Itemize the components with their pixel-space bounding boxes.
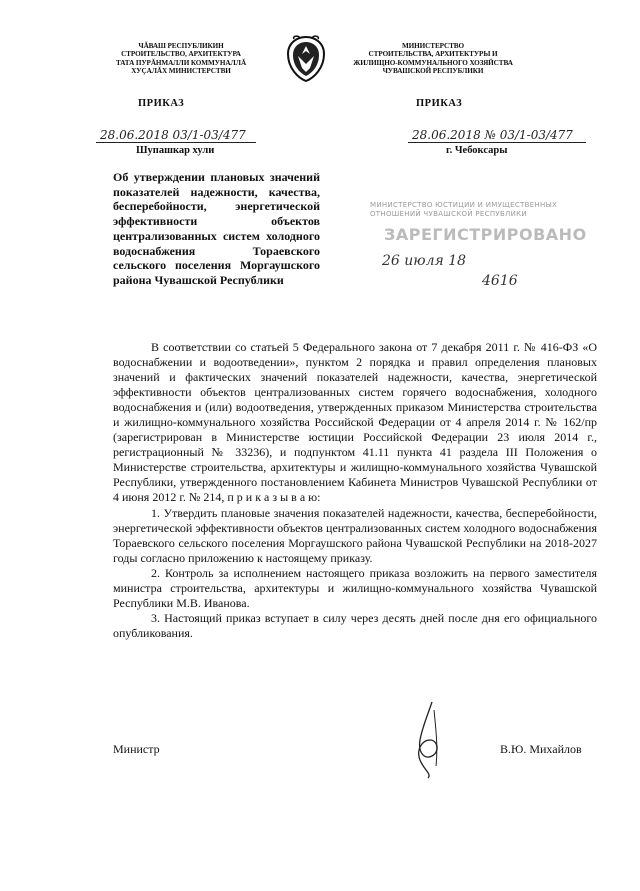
coat-of-arms-icon [284, 34, 328, 84]
right-city: г. Чебоксары [446, 145, 508, 156]
header-right-line: МИНИСТЕРСТВО [402, 42, 464, 50]
left-date-underline [96, 142, 256, 143]
header-left-line: СТРОИТЕЛЬСТВО, АРХИТЕКТУРА [121, 50, 241, 59]
body-paragraph: 2. Контроль за исполнением настоящего приказа возложить на первого заместителя министра строительства, архитектуры и жилищно-коммунального хозяйства Чувашской Республики М.В. Иванова. [113, 565, 597, 610]
stamp-number: 4616 [482, 273, 518, 289]
header-right-line: ЖИЛИЩНО-КОММУНАЛЬНОГО ХОЗЯЙСТВА [353, 58, 513, 67]
registration-stamp [366, 195, 587, 305]
right-date-number: 28.06.2018 № 03/1-03/477 [412, 128, 573, 142]
handwritten-signature-icon [398, 700, 458, 780]
header-left-line: ТАТА ПУРĂНМАЛЛИ КОММУНАЛЛĂ [115, 58, 247, 67]
header-left-prikaz: ПРИКАЗ [138, 98, 185, 109]
header-left-org [92, 42, 270, 75]
stamp-line: ОТНОШЕНИЙ ЧУВАШСКОЙ РЕСПУБЛИКИ [370, 210, 527, 218]
body-paragraph: 1. Утвердить плановые значения показателей надежности, качества, бесперебойности, энергетической эффективности объектов централизованных систем холодного водоснабжения Тораевского сельского поселения Моргаушского района Чувашской Республики на 2018-2027 годы согласно приложению к настоящему приказу. [113, 505, 597, 565]
header-left-line: ХУҪАЛĂХ МИНИСТЕРСТВИ [131, 66, 231, 75]
header-right-prikaz: ПРИКАЗ [416, 98, 463, 109]
left-city: Шупашкар хули [136, 145, 215, 156]
stamp-line: МИНИСТЕРСТВО ЮСТИЦИИ И ИМУЩЕСТВЕННЫХ [370, 201, 558, 209]
right-date-underline [408, 142, 586, 143]
signature-position: Министр [113, 742, 160, 756]
body-paragraph: В соответствии со статьей 5 Федерального закона от 7 декабря 2011 г. № 416-ФЗ «О водоснабжении и водоотведении», пунктом 2 порядка и правил определения плановых значений и фактических значений показателей надежности, качества, энергетической эффективности объектов централизованных систем горячего водоснабжения, холодного водоснабжения и (или) водоотведения, утвержденных приказом Министерства строительства и жилищно-коммунального хозяйства Российской Федерации от 4 апреля 2014 г. № 162/пр (зарегистрирован в Министерстве юстиции Российской Федерации 23 июля 2014 г., регистрационный № 33236), и подпунктом 41.11 пункта 41 раздела III Положения о Министерстве строительства, архитектуры и жилищно-коммунального хозяйства Чувашской Республики, утвержденного постановлением Кабинета Министров Чувашской Республики от 4 июня 2012 г. № 214, п р и к а з ы в а ю: [113, 340, 597, 505]
header-right-line: СТРОИТЕЛЬСТВА, АРХИТЕКТУРЫ И [368, 50, 498, 59]
stamp-registered: ЗАРЕГИСТРИРОВАНО [384, 225, 587, 244]
header-right-line: ЧУВАШСКОЙ РЕСПУБЛИКИ [382, 66, 484, 75]
left-date-number: 28.06.2018 03/1-03/477 [100, 128, 246, 142]
document-body [113, 340, 597, 641]
body-paragraph: 3. Настоящий приказ вступает в силу через десять дней после дня его официального опубликования. [113, 610, 597, 640]
document-title: Об утверждении плановых значений показателей надежности, качества, бесперебойности, энергетической эффективности объектов централизованных систем холодного водоснабжения Тораевского сельского поселения Моргаушского района Чувашской Республики [113, 170, 320, 287]
signature-name: В.Ю. Михайлов [500, 742, 582, 756]
header-left-line: ЧĂВАШ РЕСПУБЛИКИН [138, 42, 224, 50]
header-right-org [342, 42, 524, 75]
stamp-date: 26 июля 18 [382, 253, 467, 269]
